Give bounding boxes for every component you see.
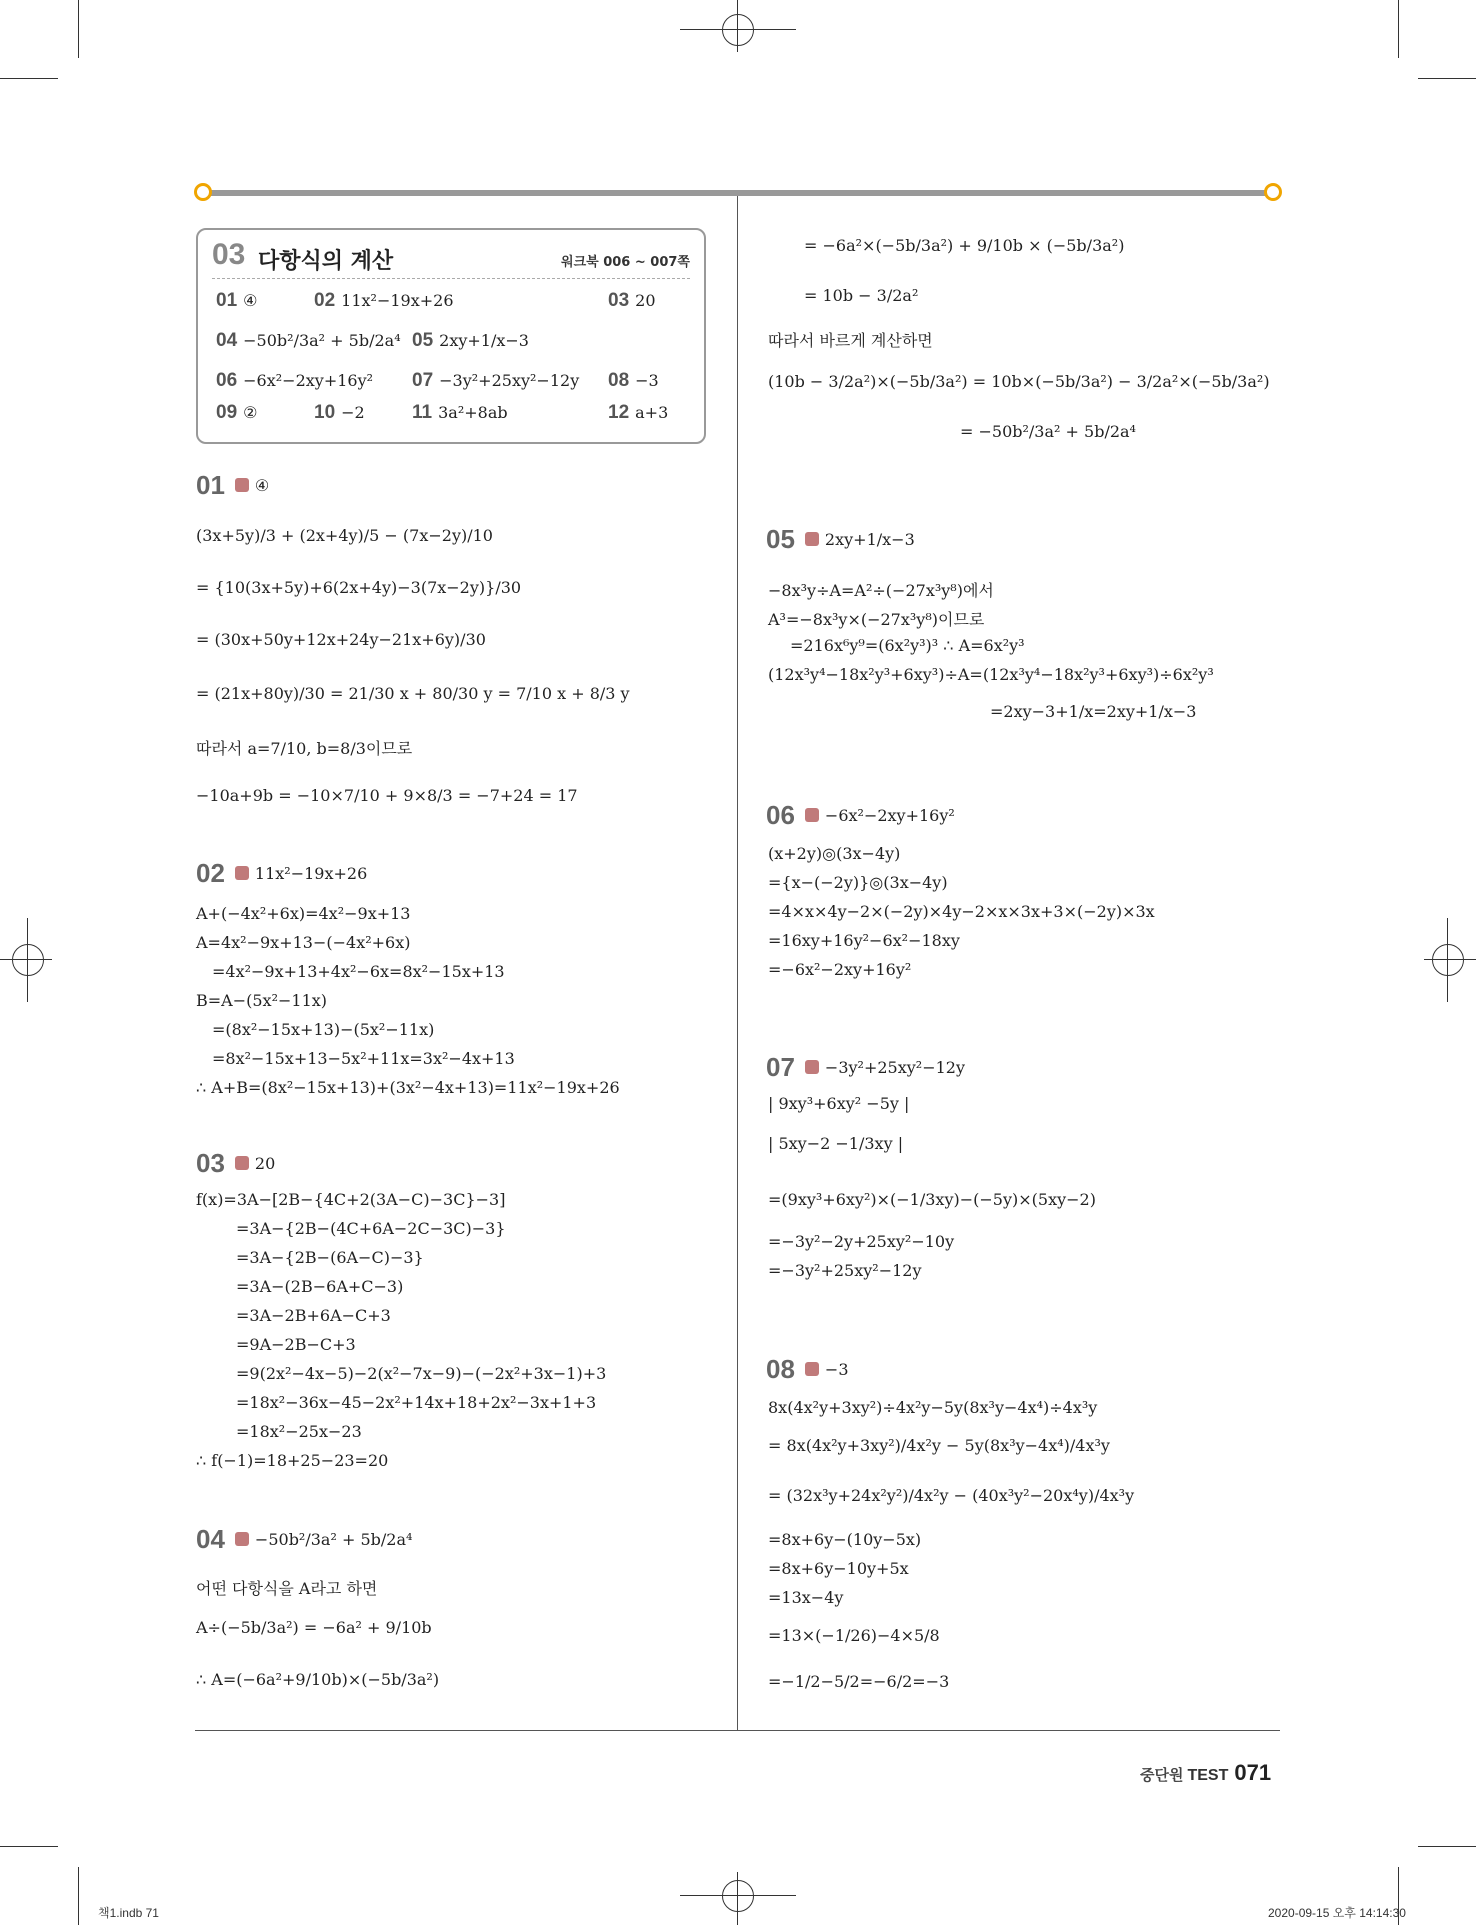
solution-line: =−3y²+25xy²−12y: [768, 1261, 922, 1280]
answer-icon: [805, 1060, 819, 1074]
answer-value: a+3: [635, 403, 669, 422]
answer-number: 12: [608, 402, 630, 423]
solution-line: 8x(4x²y+3xy²)÷4x²y−5y(8x³y−4x⁴)÷4x³y: [768, 1398, 1098, 1417]
answer-item: [412, 370, 579, 392]
answer-value: 3a²+8ab: [438, 403, 508, 422]
page-number: 071: [1234, 1760, 1272, 1785]
problem-header: [196, 1148, 275, 1179]
answer-number: 11: [412, 402, 433, 423]
answer-icon: [235, 866, 249, 880]
problem-answer: −3y²+25xy²−12y: [824, 1058, 966, 1077]
problem-header: [766, 800, 955, 831]
answer-item: [608, 402, 668, 424]
registration-mark: [680, 1895, 796, 1896]
problem-answer: 20: [254, 1154, 276, 1173]
solution-line: =−3y²−2y+25xy²−10y: [768, 1232, 955, 1251]
solution-line: 어떤 다항식을 A라고 하면: [196, 1579, 378, 1598]
answer-value: 20: [635, 291, 656, 310]
solution-line: (12x³y⁴−18x²y³+6xy³)÷A=(12x³y⁴−18x²y³+6xy³)÷6x²y³: [768, 665, 1214, 684]
registration-mark: [737, 0, 738, 52]
solution-line: A³=−8x³y×(−27x³y⁸)이므로: [768, 610, 985, 629]
answer-number: 04: [216, 330, 238, 351]
folio-test: TEST: [1187, 1767, 1229, 1784]
crop-mark: [78, 0, 79, 58]
header-rule-dot: [1264, 183, 1282, 201]
solution-line: 따라서 a=7/10, b=8/3이므로: [196, 739, 413, 758]
answer-item: [314, 290, 454, 312]
problem-header: [196, 1524, 412, 1555]
solution-line: =9A−2B−C+3: [236, 1335, 356, 1354]
crop-mark: [1418, 78, 1476, 79]
problem-number: 04: [196, 1524, 225, 1554]
solution-line: =13x−4y: [768, 1588, 844, 1607]
solution-line: = −6a²×(−5b/3a²) + 9/10b × (−5b/3a²): [804, 236, 1125, 255]
answer-item: [608, 370, 659, 392]
answer-number: 10: [314, 402, 336, 423]
solution-line: =8x²−15x+13−5x²+11x=3x²−4x+13: [212, 1049, 515, 1068]
crop-mark: [0, 1846, 58, 1847]
problem-header: [196, 470, 269, 501]
problem-header: [766, 524, 915, 555]
registration-mark: [0, 959, 52, 960]
solution-line: =3A−2B+6A−C+3: [236, 1306, 391, 1325]
solution-line: =(9xy³+6xy²)×(−1/3xy)−(−5y)×(5xy−2): [768, 1190, 1096, 1209]
header-rule: [200, 190, 1272, 196]
answer-icon: [805, 1362, 819, 1376]
problem-number: 02: [196, 858, 225, 888]
answer-number: 05: [412, 330, 434, 351]
solution-line: ∴ f(−1)=18+25−23=20: [196, 1451, 389, 1470]
registration-mark: [737, 1872, 738, 1925]
problem-header: [766, 1052, 965, 1083]
solution-line: =3A−(2B−6A+C−3): [236, 1277, 404, 1296]
crop-mark: [1398, 0, 1399, 58]
section-number: 03: [212, 238, 246, 271]
answer-icon: [235, 1532, 249, 1546]
section-title: 다항식의 계산: [258, 249, 394, 274]
solution-line: ={x−(−2y)}◎(3x−4y): [768, 873, 948, 892]
answer-number: 02: [314, 290, 336, 311]
solution-line: =18x²−36x−45−2x²+14x+18+2x²−3x+1+3: [236, 1393, 597, 1412]
solution-line: ∴ A+B=(8x²−15x+13)+(3x²−4x+13)=11x²−19x+26: [196, 1078, 620, 1097]
answer-value: ②: [243, 403, 258, 422]
solution-line: =2xy−3+1/x=2xy+1/x−3: [990, 702, 1197, 721]
solution-line: (3x+5y)/3 + (2x+4y)/5 − (7x−2y)/10: [196, 526, 493, 545]
solution-line: (x+2y)◎(3x−4y): [768, 844, 901, 863]
solution-line: ∴ A=(−6a²+9/10b)×(−5b/3a²): [196, 1670, 440, 1689]
answer-number: 01: [216, 290, 238, 311]
problem-header: [766, 1354, 849, 1385]
solution-line: =3A−{2B−(6A−C)−3}: [236, 1248, 424, 1267]
solution-line: = {10(3x+5y)+6(2x+4y)−3(7x−2y)}/30: [196, 578, 522, 597]
answer-value: −3: [635, 371, 659, 390]
problem-number: 06: [766, 800, 795, 830]
solution-line: =−1/2−5/2=−6/2=−3: [768, 1672, 950, 1691]
workbook-reference: 워크북 006 ~ 007쪽: [561, 255, 690, 270]
problem-number: 01: [196, 470, 225, 500]
solution-line: =16xy+16y²−6x²−18xy: [768, 931, 960, 950]
solution-line: = −50b²/3a² + 5b/2a⁴: [960, 422, 1136, 441]
header-rule-dot: [194, 183, 212, 201]
answer-icon: [235, 1156, 249, 1170]
registration-mark: [27, 918, 28, 1002]
answer-number: 07: [412, 370, 434, 391]
answer-icon: [235, 478, 249, 492]
solution-line: A+(−4x²+6x)=4x²−9x+13: [196, 904, 411, 923]
print-timestamp: 2020-09-15 오후 14:14:30: [1268, 1906, 1406, 1920]
problem-number: 07: [766, 1052, 795, 1082]
problem-header: [196, 858, 367, 889]
solution-line: =8x+6y−10y+5x: [768, 1559, 909, 1578]
answer-value: 2xy+1/x−3: [439, 331, 529, 350]
answer-number: 08: [608, 370, 630, 391]
column-divider: [737, 196, 738, 1730]
solution-line: =−6x²−2xy+16y²: [768, 960, 912, 979]
determinant-row: | 9xy³+6xy² −5y |: [768, 1094, 910, 1113]
registration-mark: [722, 14, 754, 46]
footer-rule: [195, 1730, 1280, 1731]
answer-value: 11x²−19x+26: [341, 291, 454, 310]
print-file-label: 책1.indb 71: [98, 1906, 159, 1920]
answer-icon: [805, 532, 819, 546]
solution-line: =(8x²−15x+13)−(5x²−11x): [212, 1020, 435, 1039]
solution-line: =3A−{2B−(4C+6A−2C−3C)−3}: [236, 1219, 506, 1238]
solution-line: = (30x+50y+12x+24y−21x+6y)/30: [196, 630, 486, 649]
answer-value: −3y²+25xy²−12y: [439, 371, 580, 390]
solution-line: =18x²−25x−23: [236, 1422, 362, 1441]
solution-line: 따라서 바르게 계산하면: [768, 331, 933, 350]
answer-item: [216, 402, 257, 424]
problem-answer: −3: [824, 1360, 849, 1379]
answer-number: 09: [216, 402, 238, 423]
registration-mark: [1447, 918, 1448, 1002]
registration-mark: [1432, 944, 1464, 976]
crop-mark: [1418, 1846, 1476, 1847]
solution-line: =8x+6y−(10y−5x): [768, 1530, 922, 1549]
summary-header: [212, 238, 690, 279]
folio-label: 중단원: [1140, 1766, 1184, 1784]
solution-line: −8x³y÷A=A²÷(−27x³y⁸)에서: [768, 581, 994, 600]
solution-line: = (21x+80y)/30 = 21/30 x + 80/30 y = 7/10 x + 8/3 y: [196, 684, 630, 703]
crop-mark: [0, 78, 58, 79]
crop-mark: [78, 1867, 79, 1925]
solution-line: A=4x²−9x+13−(−4x²+6x): [196, 933, 411, 952]
answer-item: [314, 402, 365, 424]
answer-item: [216, 290, 257, 312]
solution-line: f(x)=3A−[2B−{4C+2(3A−C)−3C}−3]: [196, 1190, 506, 1209]
registration-mark: [722, 1880, 754, 1912]
solution-line: B=A−(5x²−11x): [196, 991, 328, 1010]
solution-line: = (32x³y+24x²y²)/4x²y − (40x³y²−20x⁴y)/4x³y: [768, 1486, 1135, 1505]
solution-line: = 10b − 3/2a²: [804, 286, 919, 305]
solution-line: = 8x(4x²y+3xy²)/4x²y − 5y(8x³y−4x⁴)/4x³y: [768, 1436, 1110, 1455]
registration-mark: [1424, 959, 1476, 960]
problem-answer: −6x²−2xy+16y²: [824, 806, 955, 825]
answer-item: [216, 370, 373, 392]
answer-item: [412, 330, 529, 352]
problem-answer: 11x²−19x+26: [254, 864, 368, 883]
registration-mark: [680, 29, 796, 30]
answer-number: 03: [608, 290, 630, 311]
answer-item: [608, 290, 656, 312]
answer-value: −2: [341, 403, 365, 422]
solution-line: =4×x×4y−2×(−2y)×4y−2×x×3x+3×(−2y)×3x: [768, 902, 1155, 921]
problem-answer: ④: [254, 476, 270, 495]
determinant-row: | 5xy−2 −1/3xy |: [768, 1134, 904, 1153]
problem-answer: −50b²/3a² + 5b/2a⁴: [254, 1530, 413, 1549]
problem-answer: 2xy+1/x−3: [824, 530, 915, 549]
solution-line: =13×(−1/26)−4×5/8: [768, 1626, 940, 1645]
solution-line: (10b − 3/2a²)×(−5b/3a²) = 10b×(−5b/3a²) − 3/2a²×(−5b/3a²): [768, 372, 1270, 391]
answer-value: ④: [243, 291, 258, 310]
answer-item: [412, 402, 508, 424]
page-folio: [1140, 1760, 1271, 1786]
solution-line: =4x²−9x+13+4x²−6x=8x²−15x+13: [212, 962, 505, 981]
answer-icon: [805, 808, 819, 822]
answer-value: −6x²−2xy+16y²: [243, 371, 374, 390]
answer-number: 06: [216, 370, 238, 391]
solution-line: A÷(−5b/3a²) = −6a² + 9/10b: [196, 1618, 432, 1637]
answer-value: −50b²/3a² + 5b/2a⁴: [243, 331, 401, 350]
registration-mark: [12, 944, 44, 976]
answer-summary-box: [196, 228, 706, 444]
problem-number: 05: [766, 524, 795, 554]
solution-line: =216x⁶y⁹=(6x²y³)³ ∴ A=6x²y³: [790, 636, 1025, 655]
solution-line: −10a+9b = −10×7/10 + 9×8/3 = −7+24 = 17: [196, 786, 578, 805]
problem-number: 08: [766, 1354, 795, 1384]
solution-line: =9(2x²−4x−5)−2(x²−7x−9)−(−2x²+3x−1)+3: [236, 1364, 607, 1383]
answer-item: [216, 330, 401, 352]
problem-number: 03: [196, 1148, 225, 1178]
